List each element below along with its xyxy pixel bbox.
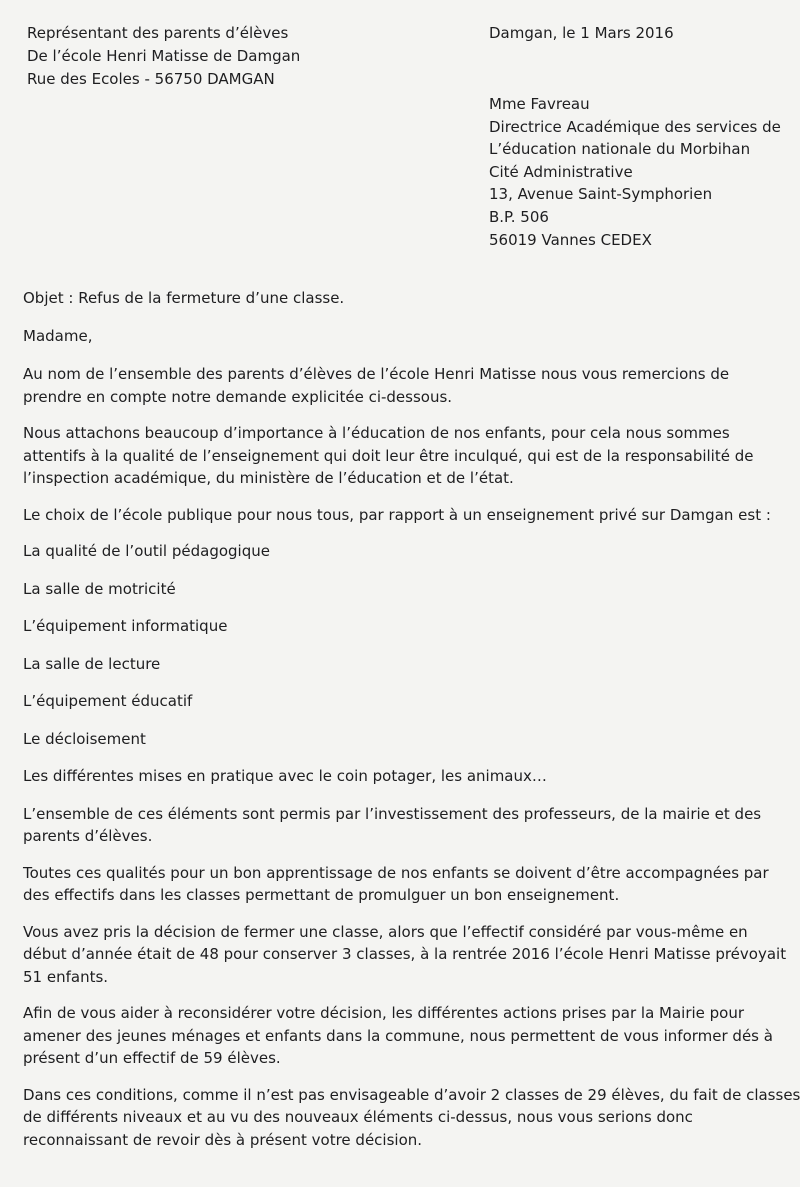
paragraph-line: 51 enfants. <box>23 967 109 986</box>
letter-date: Damgan, le 1 Mars 2016 <box>489 24 674 42</box>
paragraph-line: début d’année était de 48 pour conserver 3 classes, à la rentrée 2016 l’école Henri Matisse prévoyait <box>23 945 787 963</box>
paragraph <box>23 803 788 848</box>
paragraph-line: Le choix de l’école publique pour nous tous, par rapport à un enseignement privé sur Damgan est : <box>23 505 771 524</box>
sender-address <box>27 22 300 91</box>
list-item: La salle de lecture <box>23 654 161 673</box>
recipient-line: B.P. 506 <box>489 207 549 226</box>
recipient-line: Mme Favreau <box>489 95 590 113</box>
paragraph-line: reconnaissant de revoir dès à présent votre décision. <box>23 1130 423 1149</box>
paragraph-line: Afin de vous aider à reconsidérer votre décision, les différentes actions prises par la Mairie pour <box>23 1004 745 1022</box>
paragraph-line: prendre en compte notre demande explicitée ci-dessous. <box>23 387 453 406</box>
paragraph-line: amener des jeunes ménages et enfants dans la commune, nous permettent de vous informer dés à <box>23 1026 773 1045</box>
paragraph-line: Vous avez pris la décision de fermer une classe, alors que l’effectif considéré par vous-même en <box>23 922 748 941</box>
paragraph <box>23 1084 800 1152</box>
list-item: Les différentes mises en pratique avec le coin potager, les animaux… <box>23 767 547 785</box>
paragraph <box>23 504 788 527</box>
recipient-line: 56019 Vannes CEDEX <box>489 230 652 249</box>
paragraph-line: Dans ces conditions, comme il n’est pas envisageable d’avoir 2 classes de 29 élèves, du fait de classes <box>23 1085 800 1104</box>
paragraph-line: l’inspection académique, du ministère de l’éducation et de l’état. <box>23 469 514 487</box>
letter-body <box>23 287 800 1151</box>
paragraph-line: L’ensemble de ces éléments sont permis par l’investissement des professeurs, de la mairie et des <box>23 804 762 823</box>
list-item: La qualité de l’outil pédagogique <box>23 542 270 560</box>
list-item: La salle de motricité <box>23 579 176 598</box>
recipient-line: Directrice Académique des services de <box>489 117 781 136</box>
list-item: Le décloisement <box>23 729 146 748</box>
paragraph-line: de différents niveaux et au vu des nouveaux éléments ci-dessus, nous vous serions donc <box>23 1108 693 1126</box>
paragraph-line: parents d’élèves. <box>23 827 153 845</box>
recipient-line: 13, Avenue Saint-Symphorien <box>489 185 713 204</box>
paragraph-line: Toutes ces qualités pour un bon apprentissage de nos enfants se doivent d’être accompagnées par <box>23 863 769 882</box>
sender-line: Rue des Ecoles - 56750 DAMGAN <box>27 70 275 88</box>
paragraph-line: Au nom de l’ensemble des parents d’élèves de l’école Henri Matisse nous vous remercions de <box>23 365 730 383</box>
recipient-address <box>489 93 781 251</box>
paragraph-line: Nous attachons beaucoup d’importance à l’éducation de nos enfants, pour cela nous sommes <box>23 424 730 442</box>
paragraph-line: présent d’un effectif de 59 élèves. <box>23 1049 281 1067</box>
recipient-line: L’éducation nationale du Morbihan <box>489 140 751 159</box>
paragraph-line: des effectifs dans les classes permettant de promulguer un bon enseignement. <box>23 886 620 904</box>
paragraph <box>23 363 788 408</box>
paragraph <box>23 422 788 490</box>
sender-line: Représentant des parents d’élèves <box>27 24 289 42</box>
sender-line: De l’école Henri Matisse de Damgan <box>27 47 301 65</box>
paragraph-line: attentifs à la qualité de l’enseignement qui doit leur être inculqué, qui est de la responsabilité de <box>23 446 754 465</box>
list-item: L’équipement éducatif <box>23 692 193 710</box>
object-line: Objet : Refus de la fermeture d’une classe. <box>23 289 345 307</box>
recipient-line: Cité Administrative <box>489 162 633 181</box>
paragraph <box>23 862 788 907</box>
salutation: Madame, <box>23 326 93 345</box>
paragraph <box>23 1002 788 1070</box>
list-item: L’équipement informatique <box>23 617 228 635</box>
paragraph <box>23 921 788 989</box>
